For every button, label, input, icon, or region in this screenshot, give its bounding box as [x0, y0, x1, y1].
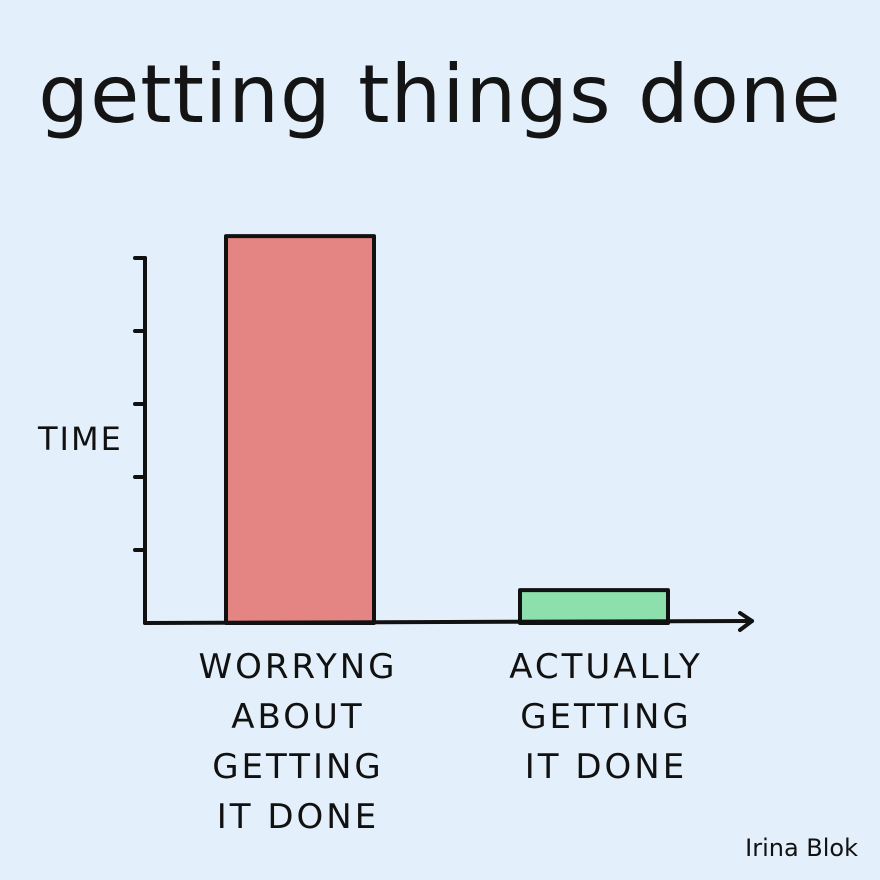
x-tick-label-getting-done: ACTUALLY GETTING IT DONE: [509, 647, 703, 787]
bar-getting-done: [520, 590, 668, 623]
artist-credit: Irina Blok: [745, 834, 858, 862]
x-tick-label-worrying: WORRYNG ABOUT GETTING IT DONE: [198, 647, 398, 837]
y-axis-label: TIME: [38, 420, 123, 458]
x-axis: [145, 621, 752, 623]
bars-group: [226, 236, 668, 623]
bar-worrying: [226, 236, 374, 623]
chart-title: getting things done: [38, 48, 842, 141]
